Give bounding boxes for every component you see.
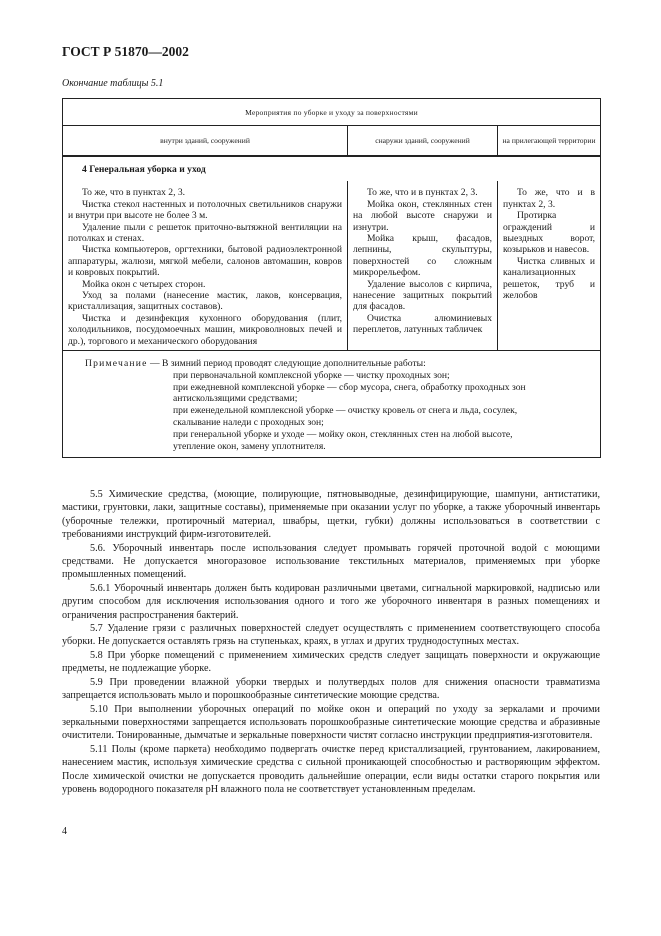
cell-paragraph: Чистка и дезинфекция кухонного оборудования (плит, холодильников, посудомоечных машин, микроволновых печей и др.), торгового и механического оборудования <box>68 312 342 347</box>
cell-paragraph: То же, что и в пунктах 2, 3. <box>367 187 478 199</box>
cell-paragraph: Мойка окон, стеклянных стен на любой высоте снаружи и изнутри. <box>353 198 492 233</box>
note-item: при еженедельной комплексной уборке — очистку кровель от снега и льда, сосулек, <box>173 405 518 417</box>
note-first-line <box>85 358 590 370</box>
paragraph-5-5: 5.5 Химические средства, (моющие, полирующие, пятновыводные, дезинфицирующие, шампуни, антистатики, мастики, грунтовки, лаки, защитные составы), применяемые при оказании услуг по уборке, а также уборочный инвентарь (уборочные тележки, протирочный материал, швабры, щетки, губки) должны использоваться в соответствии с требованиями инструкций фирм-изготовителей. <box>62 489 600 541</box>
table-continuation-caption: Окончание таблицы 5.1 <box>62 78 164 89</box>
column-header-outside: снаружи зданий, сооружений <box>348 126 498 157</box>
cell-paragraph: Протирка ограждений и выездных ворот, козырьков и навесов. <box>503 210 596 256</box>
column-header-inside: внутри зданий, сооружений <box>63 126 348 157</box>
page-number: 4 <box>62 826 67 837</box>
note-item: при ежедневной комплексной уборке — сбор мусора, снега, обработку проходных зон <box>173 381 526 393</box>
cell-paragraph: Удаление пыли с решеток приточно-вытяжной вентиляции на потолках и стенах. <box>68 221 342 245</box>
cell-paragraph: Уход за полами (нанесение мастик, лаков, консервация, кристаллизация, защитных составов). <box>68 290 342 313</box>
note-lead: Примечание <box>85 358 148 370</box>
note-item: антискользящими средствами; <box>173 393 298 405</box>
note-intro: — В зимний период проводят следующие дополнительные работы: <box>147 358 426 370</box>
cell-paragraph: Очистка алюминиевых переплетов, латунных табличек <box>353 312 492 336</box>
cell-paragraph: Мойка окон с четырех сторон. <box>82 278 206 290</box>
paragraph-5-7: 5.7 Удаление грязи с различных поверхностей следует осуществлять с применением соответствующего способа уборки. Не допускается оставлять грязь на ступеньках, краях, в углах и других труднодоступных местах. <box>62 623 600 648</box>
cleaning-measures-table <box>62 98 601 458</box>
column-header-territory: на прилегающей территории <box>498 126 601 157</box>
paragraph-5-6-1: 5.6.1 Уборочный инвентарь должен быть кодирован различными цветами, сигнальной маркировкой, надписью или другим способом для исключения использования одного и того же уборочного инвентаря в разных помещениях и ограничения распространения бактерий. <box>62 582 600 621</box>
note-item: утепление окон, замену уплотнителя. <box>173 440 326 452</box>
cell-inside-measures <box>63 181 348 350</box>
paragraph-5-11: 5.11 Полы (кроме паркета) необходимо подвергать очистке перед кристаллизацией, грунтованием, лакированием, нанесением мастик, используя химические средства с сильной проникающей способностью и растворяющим эффектом. После химической очистки не допускается проводить дальнейшие операции, если виды остатки старого покрытия или уровень водородного показателя pH влажного пола не соответствует установленным пределам. <box>62 743 600 795</box>
cell-paragraph: Чистка компьютеров, оргтехники, бытовой радиоэлектронной аппаратуры, жалюзи, мягкой мебели, салонов автомашин, ковров и ковровых покрытий. <box>68 244 342 279</box>
note-item: при первоначальной комплексной уборке — чистку проходных зон; <box>173 369 450 381</box>
paragraph-5-9: 5.9 При проведении влажной уборки твердых и полутвердых полов для снижения опасности травматизма запрещается использовать мыло и порошкообразные синтетические моющие средства. <box>62 676 600 702</box>
paragraph-5-8: 5.8 При уборке помещений с применением химических средств следует защищать поверхности и окружающие предметы, не подлежащие уборке. <box>62 649 600 675</box>
cell-paragraph: Удаление высолов с кирпича, нанесение защитных покрытий для фасадов. <box>353 278 492 313</box>
paragraph-5-10: 5.10 При выполнении уборочных операций по мойке окон и операций по уходу за зеркалами и прочими зеркальными поверхностями запрещается использовать порошкообразные синтетические моющие средства и абразивные очистители. Тонированные, дымчатые и зеркальные поверхности чистят согласно инструкции предприятия-изготовителя. <box>62 703 600 742</box>
cell-paragraph: Чистка сливных и канализационных решеток, труб и желобов <box>503 255 596 302</box>
cell-paragraph: Мойка крыш, фасадов, лепнины, скульптуры, поверхностей со сложным микрорельефом. <box>353 233 492 279</box>
cell-outside-measures <box>348 181 498 350</box>
note-item: скалывание наледи с проходных зон; <box>173 417 324 429</box>
cell-paragraph: Чистка стекол настенных и потолочных светильников снаружи и внутри при высоте не более 3 м. <box>68 198 342 222</box>
cell-paragraph: То же, что и в пунктах 2, 3. <box>503 187 596 210</box>
body-text <box>62 488 600 796</box>
table-top-header: Мероприятия по уборке и уходу за поверхностями <box>63 99 601 126</box>
note-item: при генеральной уборке и уходе — мойку окон, стеклянных стен на любой высоте, <box>173 428 513 440</box>
table-note <box>63 351 601 458</box>
document-code-header: ГОСТ Р 51870—2002 <box>62 44 189 59</box>
cell-paragraph: То же, что в пунктах 2, 3. <box>82 187 186 199</box>
cell-territory-measures <box>498 181 601 350</box>
section-title-general-cleaning: 4 Генеральная уборка и уход <box>63 156 601 181</box>
paragraph-5-6: 5.6. Уборочный инвентарь после использования следует промывать горячей проточной водой с моющими средствами. Не допускается многоразовое использование текстильных материалов, применяемых при уборке промышленных помещений. <box>62 542 600 581</box>
